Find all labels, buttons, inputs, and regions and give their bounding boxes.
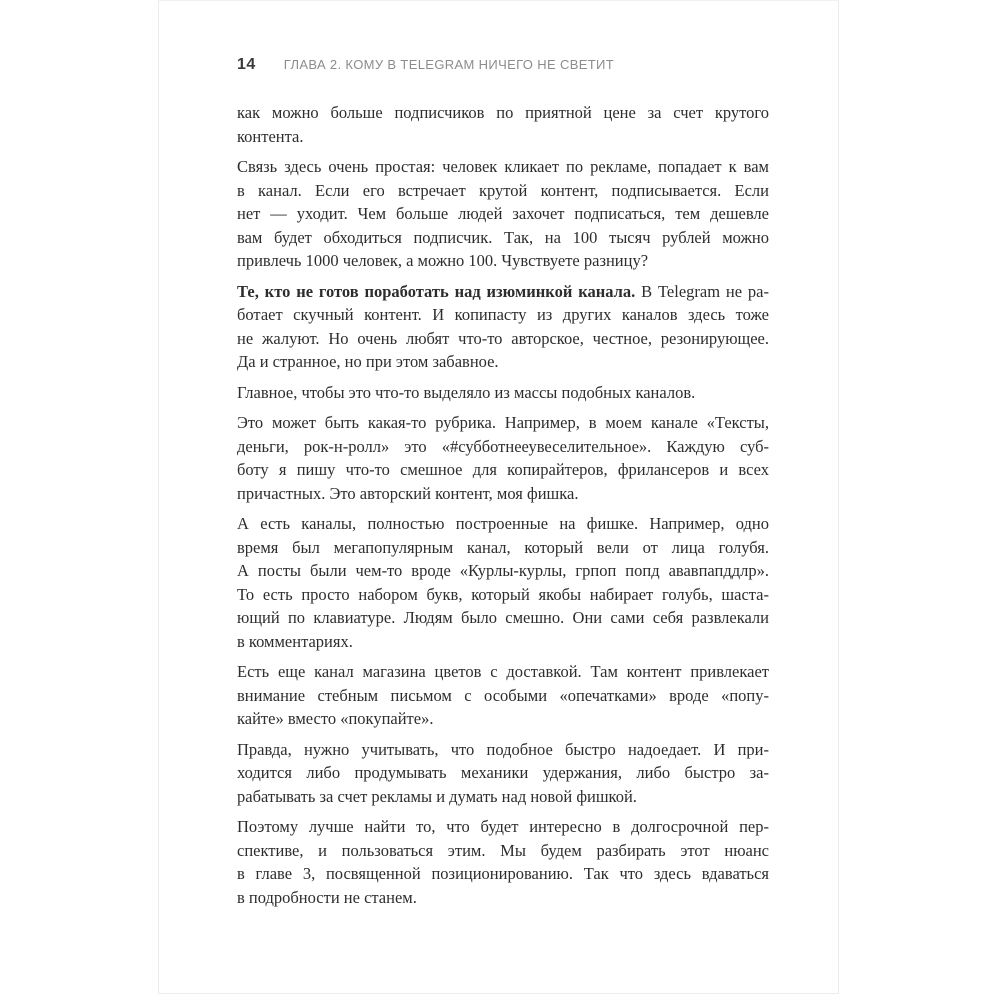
text-segment: рабатывать за счет рекламы и думать над новой фишкой. — [237, 786, 637, 806]
text-segment: Поэтому лучше найти то, что будет интересно в долгосрочной пер- — [237, 817, 769, 836]
text-line — [237, 707, 769, 731]
text-segment: в комментариях. — [237, 631, 353, 651]
text-segment: То есть просто набором букв, который якобы набирает голубь, шаста- — [237, 584, 769, 604]
running-head-title: ГЛАВА 2. КОМУ В TELEGRAM НИЧЕГО НЕ СВЕТИТ — [283, 57, 615, 72]
text-segment: ющий по клавиатуре. Людям было смешно. Они сами себя развлекали — [237, 608, 769, 627]
text-segment: ботает скучный контент. И копипасту из других каналов здесь тоже — [237, 305, 769, 324]
text-segment: боту я пишу что-то смешное для копирайтеров, фрилансеров и всех — [237, 460, 769, 479]
text-segment: В Telegram не ра- — [635, 281, 769, 301]
paragraph — [237, 101, 769, 148]
text-line — [237, 606, 769, 630]
text-line — [237, 862, 769, 886]
paragraph — [237, 512, 769, 653]
text-segment: деньги, рок-н-ролл» это «#субботнееувеселительное». Каждую суб- — [237, 436, 769, 456]
text-line — [237, 101, 769, 125]
paragraph — [237, 280, 769, 374]
text-line — [237, 630, 769, 654]
text-segment: Да и странное, но при этом забавное. — [237, 352, 499, 371]
paragraph — [237, 815, 769, 909]
text-line — [237, 381, 769, 405]
text-line — [237, 559, 769, 583]
text-line — [237, 815, 769, 839]
paragraph — [237, 738, 769, 809]
text-line — [237, 280, 769, 304]
text-line — [237, 155, 769, 179]
text-segment: кайте» вместо «покупайте». — [237, 709, 434, 728]
text-line — [237, 226, 769, 250]
text-line — [237, 684, 769, 708]
text-line — [237, 411, 769, 435]
bold-text-segment: Те, кто не готов поработать над изюминкой канала. — [237, 281, 636, 301]
text-line — [237, 179, 769, 203]
text-line — [237, 125, 769, 149]
paragraph — [237, 411, 769, 505]
body-text — [237, 101, 769, 916]
text-line — [237, 202, 769, 226]
text-line — [237, 303, 769, 327]
text-segment: время был мегапопулярным канал, который вели от лица голубя. — [237, 537, 769, 557]
text-segment: Правда, нужно учитывать, что подобное быстро надоедает. И при- — [237, 739, 769, 759]
text-segment: вам будет обходиться подписчик. Так, на 100 тысяч рублей можно — [237, 227, 769, 247]
text-line — [237, 435, 769, 459]
text-line — [237, 738, 769, 762]
text-segment: внимание стебным письмом с особыми «опечатками» вроде «попу- — [237, 685, 769, 705]
text-segment: в главе 3, посвященной позиционированию. Так что здесь вдаваться — [237, 864, 769, 883]
text-segment: не жалуют. Но очень любят что-то авторское, честное, резонирующее. — [237, 328, 769, 348]
text-line — [237, 839, 769, 863]
text-line — [237, 512, 769, 536]
text-segment: как можно больше подписчиков по приятной цене за счет крутого — [237, 103, 769, 122]
text-segment: Главное, чтобы это что-то выделяло из массы подобных каналов. — [237, 382, 696, 402]
text-segment: А есть каналы, полностью построенные на фишке. Например, одно — [237, 514, 769, 533]
text-segment: Есть еще канал магазина цветов с доставкой. Там контент привлекает — [237, 662, 769, 681]
text-segment: в подробности не станем. — [237, 887, 417, 907]
text-line — [237, 327, 769, 351]
text-segment: привлечь 1000 человек, а можно 100. Чувствуете разницу? — [237, 251, 649, 270]
text-line — [237, 660, 769, 684]
paragraph — [237, 155, 769, 273]
paragraph — [237, 660, 769, 731]
running-header — [237, 56, 614, 74]
text-line — [237, 583, 769, 607]
text-segment: ходится либо продумывать механики удержания, либо быстро за- — [237, 763, 769, 782]
text-line — [237, 886, 769, 910]
text-line — [237, 536, 769, 560]
text-line — [237, 249, 769, 273]
text-line — [237, 482, 769, 506]
text-segment: контента. — [237, 126, 304, 146]
text-line — [237, 785, 769, 809]
paragraph — [237, 381, 769, 405]
text-segment: нет — уходит. Чем больше людей захочет подписаться, тем дешевле — [237, 204, 769, 223]
book-page — [158, 0, 839, 994]
text-segment: причастных. Это авторский контент, моя фишка. — [237, 483, 579, 503]
text-line — [237, 761, 769, 785]
text-line — [237, 458, 769, 482]
text-line — [237, 350, 769, 374]
page-number: 14 — [237, 56, 256, 73]
text-segment: Связь здесь очень простая: человек кликает по рекламе, попадает к вам — [237, 157, 769, 176]
text-segment: в канал. Если его встречает крутой контент, подписывается. Если — [237, 180, 769, 200]
text-segment: Это может быть какая-то рубрика. Например, в моем канале «Тексты, — [237, 413, 769, 432]
text-segment: А посты были чем-то вроде «Курлы-курлы, грпоп попд ававпапддлр». — [237, 561, 769, 580]
text-segment: спективе, и пользоваться этим. Мы будем разбирать этот нюанс — [237, 840, 769, 860]
